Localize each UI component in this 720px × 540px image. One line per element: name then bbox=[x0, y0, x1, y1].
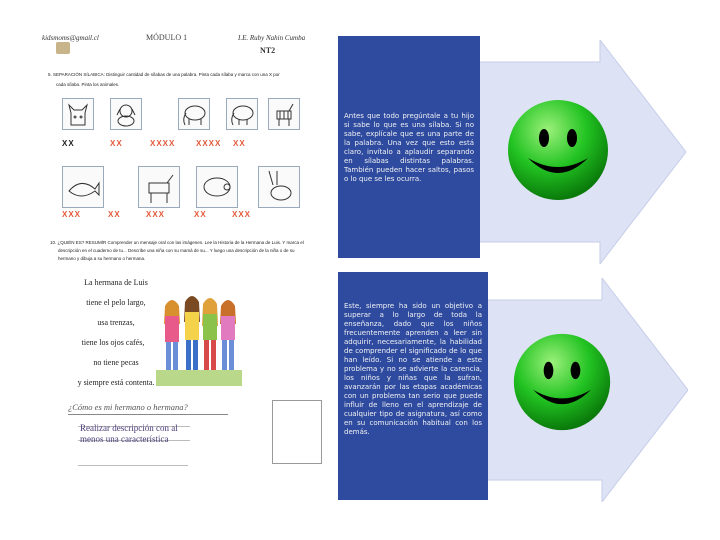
row1-syllables-3: XXXX bbox=[150, 139, 176, 148]
girls-illustration bbox=[156, 280, 242, 386]
row2-syllables-2: XX bbox=[108, 210, 121, 219]
task2-line2: descripción en el cuaderno de tu... Describe una niña con su mamá de su... Y luego una descripción de la niña o de su bbox=[58, 248, 295, 253]
pig-drawing bbox=[196, 166, 238, 208]
question-heading: ¿Cómo es mi hermano o hermana? bbox=[68, 402, 188, 412]
panel-1-text: Antes que todo pregúntale a tu hijo si sabe lo que es una sílaba. Si no sabe, explícale que es una parte de la palabra. Una vez que esto está claro, invítalo a aplaudir separando en sílabas distintas palabras. También pueden hacer saltos, pasos o lo que se les ocurra. bbox=[344, 112, 474, 183]
description-label: Realizar descripción con al menos una característica bbox=[80, 423, 178, 444]
drawing-box bbox=[272, 400, 322, 464]
poem-line-5: no tiene pecas bbox=[93, 358, 139, 367]
worksheet-header-email: kidsmoms@gmail.cl bbox=[42, 34, 99, 42]
elephant2-drawing bbox=[226, 98, 258, 130]
poem-line-4: tiene los ojos cafés, bbox=[81, 338, 145, 347]
poem-line-3: usa trenzas, bbox=[97, 318, 135, 327]
whale-drawing bbox=[62, 166, 104, 208]
poem-line-6: y siempre está contenta. bbox=[77, 378, 155, 387]
task1-title-cont: cada sílaba. Pinta los animales. bbox=[56, 82, 120, 87]
poem-line-1: La hermana de Luis bbox=[84, 278, 148, 287]
zebra-drawing bbox=[268, 98, 300, 130]
row1-syllables-1: XX bbox=[62, 139, 75, 148]
worksheet-header-school: I.E. Ruby Nahin Cumba bbox=[238, 34, 306, 42]
horse-drawing bbox=[138, 166, 180, 208]
row2-syllables-5: XXX bbox=[232, 210, 252, 219]
poem-line-2: tiene el pelo largo, bbox=[86, 298, 146, 307]
worksheet-code: NT2 bbox=[260, 46, 276, 55]
cat-drawing bbox=[62, 98, 94, 130]
task1-title: 5. SEPARACIÓN SÍLABICA: Distinguir cantidad de sílabas de una palabra. Pinta cada sílaba y marca con una X por bbox=[48, 72, 280, 77]
task2-line3: hermano y dibuja a su hermano o hermana. bbox=[58, 256, 146, 261]
worksheet-header-module: MÓDULO 1 bbox=[146, 33, 188, 42]
green-smiley-icon-2 bbox=[510, 330, 614, 434]
row2-syllables-1: XXX bbox=[62, 210, 82, 219]
row1-syllables-5: XX bbox=[233, 139, 246, 148]
writing-line-3 bbox=[78, 465, 188, 466]
task2-line1: 10. ¿QUIÉN ES? RESUMÍR Comprender un mensaje oral con las imágenes. Lee la Historia de la Hermana de Luis. Y marca el bbox=[50, 240, 304, 245]
panel-2-text: Este, siempre ha sido un objetivo a superar a lo largo de toda la enseñanza, dado que los niños frecuentemente aprenden a leer sin adquirir, necesariamente, la habilidad de comprender el significado de lo que han leído. Si no se atiende a este problema y no se advierte la carencia, los niños y niñas que la sufran, avanzarán por las etapas académicas con un problema tan serio que puede influir de lleno en el aprendizaje de cualquier tipo de asignatura, así como en su comunicación habitual con los demás. bbox=[344, 302, 482, 436]
question-divider bbox=[68, 414, 228, 415]
row2-syllables-4: XX bbox=[194, 210, 207, 219]
worksheet-image bbox=[38, 28, 320, 468]
rabbit-drawing bbox=[258, 166, 300, 208]
dog-drawing bbox=[110, 98, 142, 130]
row1-syllables-2: XX bbox=[110, 139, 123, 148]
green-smiley-icon bbox=[504, 96, 612, 204]
row1-syllables-4: XXXX bbox=[196, 139, 222, 148]
elephant-drawing bbox=[178, 98, 210, 130]
panel-2-text-box bbox=[338, 272, 488, 500]
row2-syllables-3: XXX bbox=[146, 210, 166, 219]
school-logo-icon bbox=[56, 42, 70, 54]
panel-1-text-box bbox=[338, 36, 480, 258]
